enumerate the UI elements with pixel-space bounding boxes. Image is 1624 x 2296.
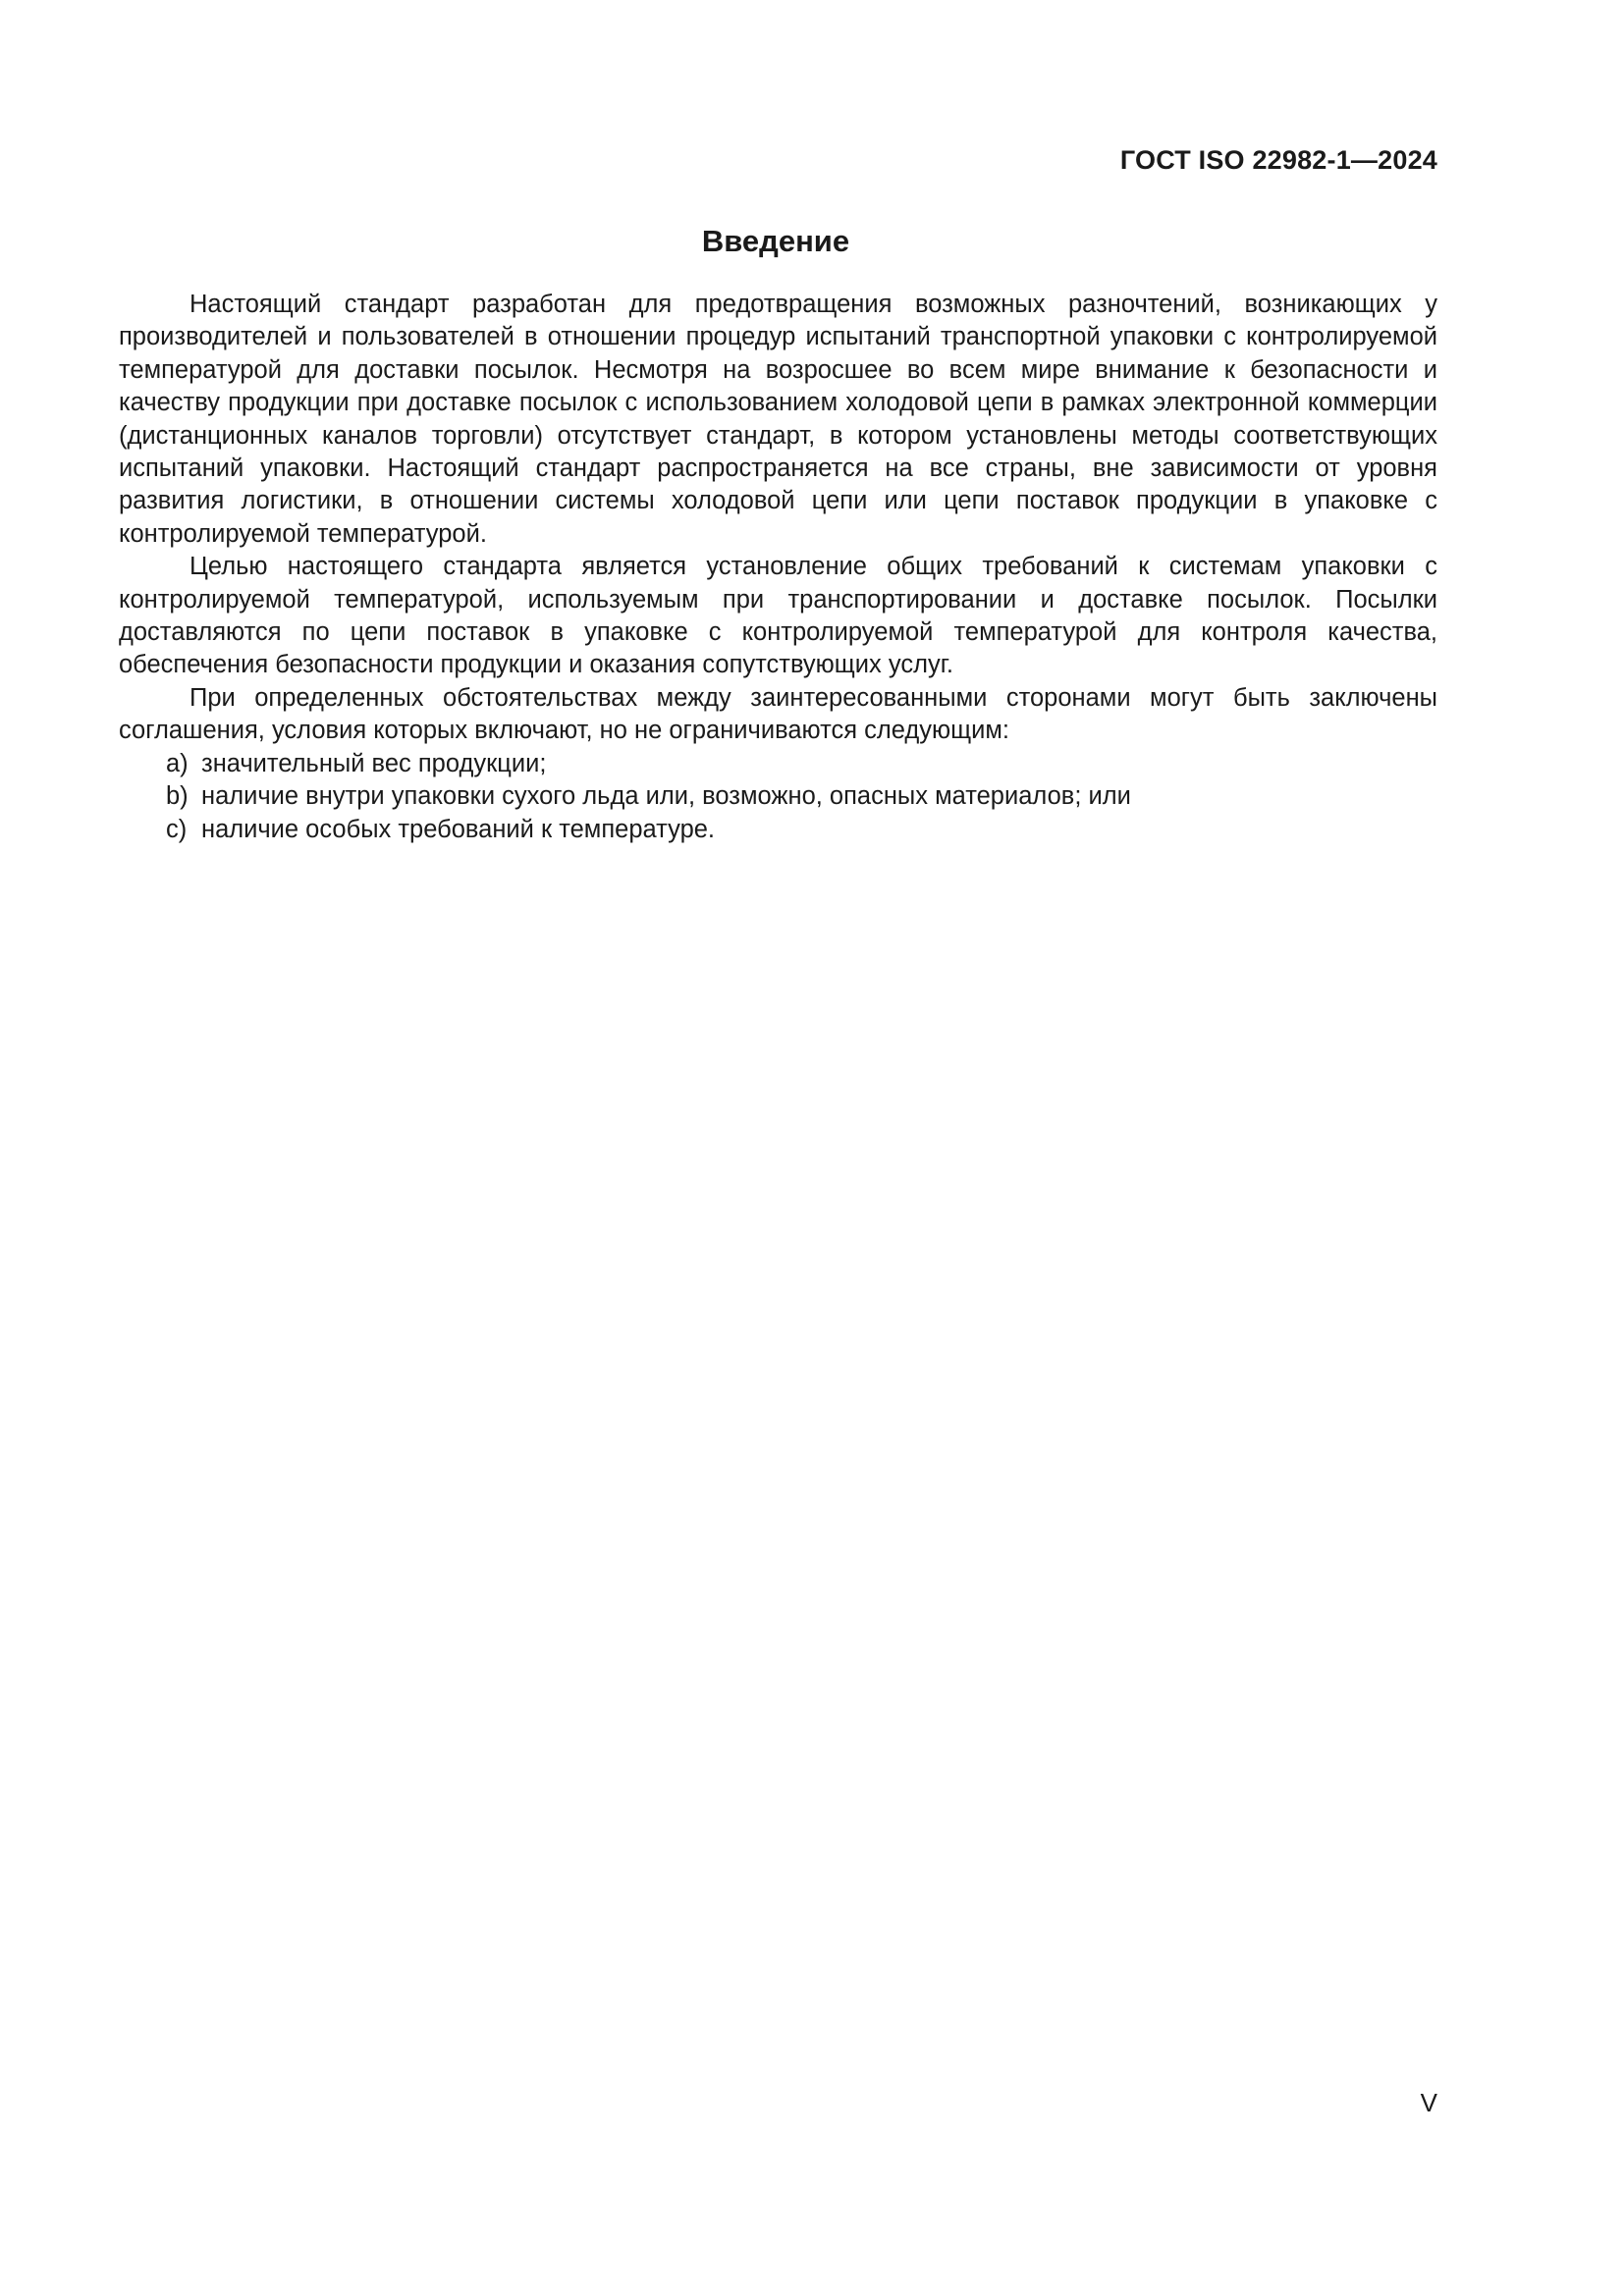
section-title: Введение xyxy=(701,224,850,258)
list-marker: a) xyxy=(166,749,189,777)
list-item-text: значительный вес продукции; xyxy=(201,749,547,777)
list-item xyxy=(119,748,1437,780)
list-item xyxy=(119,814,1437,846)
document-code: ГОСТ ISO 22982-1—2024 xyxy=(1119,145,1437,175)
conditions-list xyxy=(119,748,1437,846)
list-item-text: наличие особых требований к температуре. xyxy=(201,815,716,843)
list-marker: b) xyxy=(166,782,189,811)
section-body xyxy=(119,289,1437,846)
list-item-text: наличие внутри упаковки сухого льда или, возможно, опасных материалов; или xyxy=(201,782,1131,811)
list-marker: c) xyxy=(166,815,188,843)
paragraph-goal: Целью настоящего стандарта является установление общих требований к системам упаковки с контролируемой температурой, используемым при транспортировании и доставке посылок. Посылки доставляются по цепи поставок в упаковке с контролируемой температурой для контроля качества, обеспечения безопасности продукции и оказания сопутствующих услуг. xyxy=(119,553,1437,679)
paragraph-purpose: Настоящий стандарт разработан для предотвращения возможных разночтений, возникающих у производителей и пользователей в отношении процедур испытаний транспортной упаковки с контролируемой температурой для доставки посылок. Несмотря на возросшее во всем мире внимание к безопасности и качеству продукции при доставке посылок с использованием холодовой цепи в рамках электронной коммерции (дистанционных каналов торговли) отсутствует стандарт, в котором установлены методы соответствующих испытаний упаковки. Настоящий стандарт распространяется на все страны, вне зависимости от уровня развития логистики, в отношении системы холодовой цепи или цепи поставок продукции в упаковке с контролируемой температурой. xyxy=(119,291,1437,548)
list-item xyxy=(119,780,1437,813)
page-number: V xyxy=(1420,2088,1437,2117)
paragraph-agreements: При определенных обстоятельствах между заинтересованными сторонами могут быть заключены соглашения, условия которых включают, но не ограничиваются следующим: xyxy=(119,683,1437,745)
